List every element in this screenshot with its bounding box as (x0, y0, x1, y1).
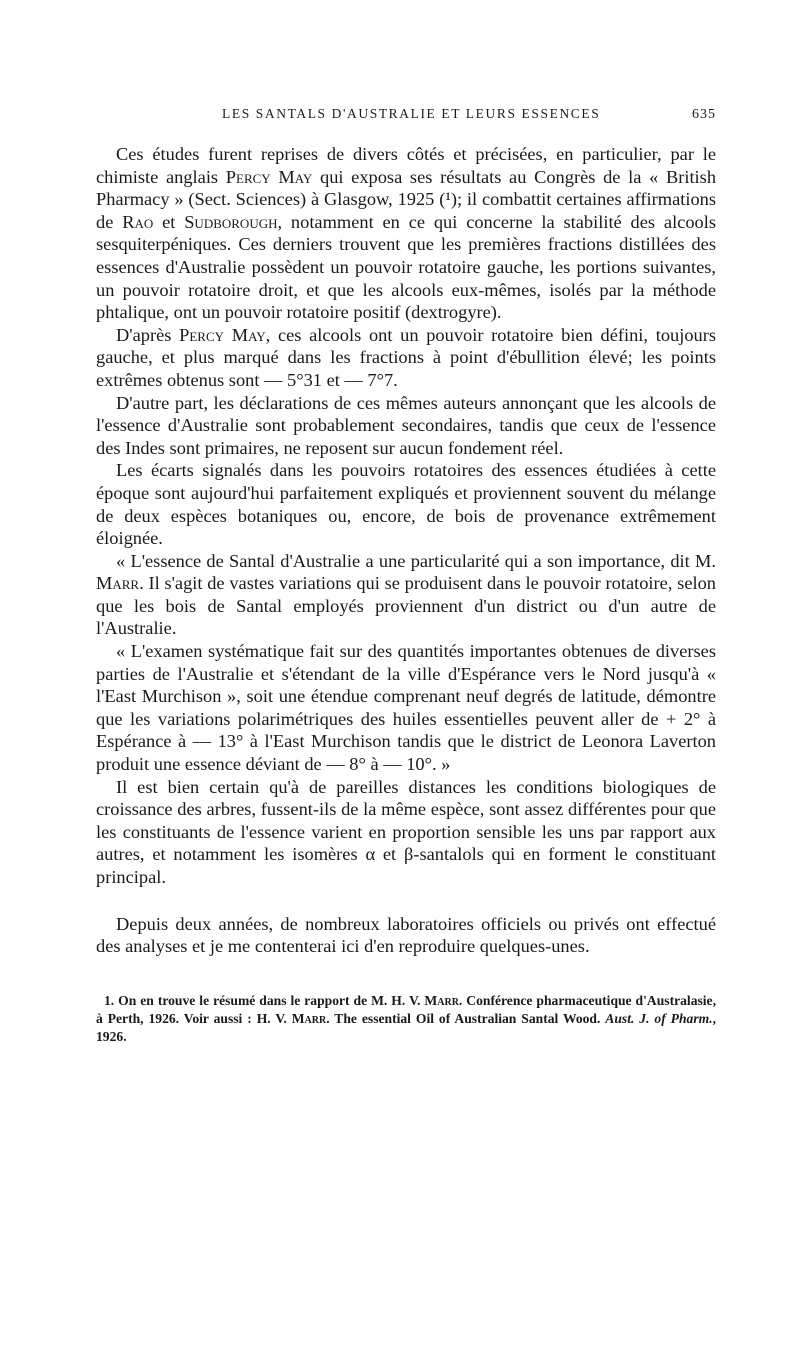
running-title: LES SANTALS D'AUSTRALIE ET LEURS ESSENCES (222, 106, 601, 121)
footnote (96, 992, 716, 1047)
text-run: . Il s'agit de vastes variations qui se produisent dans le pouvoir rotatoire, selon que les bois de Santal employés proviennent d'un district ou d'un autre de l'Australie. (96, 573, 716, 639)
text-run: Ces études furent reprises de divers côtés et précisées, en particulier, par le chimiste anglais (96, 144, 716, 187)
text-run: , notamment en ce qui concerne la stabilité des alcools sesquiterpéniques. Ces derniers trouvent que les premières fractions distillées des essences d'Australie possèdent un pouvoir rotatoire gauche, les portions suivantes, un pouvoir rotatoire droit, et que les alcools eux-mêmes, isolés par la méthode phtalique, ont un pouvoir rotatoire positif (dextrogyre). (96, 211, 716, 323)
footnote-text (96, 992, 716, 1047)
text-run: D'après (116, 324, 180, 345)
author-name: Marr (424, 992, 459, 1008)
body-text (96, 143, 716, 958)
section-gap (96, 889, 716, 913)
paragraph (96, 324, 716, 392)
author-name: Percy May (225, 166, 313, 187)
author-name: Sudborough (184, 211, 278, 232)
text-run: , 1926. (96, 1010, 716, 1045)
text-run: et (153, 211, 185, 232)
paragraph (96, 143, 716, 324)
text-run: . Conférence pharmaceutique d'Australasie, à Perth, 1926. Voir aussi : H. V. (96, 992, 716, 1026)
paragraph: Il est bien certain qu'à de pareilles distances les conditions biologiques de croissance des arbres, fussent-ils de la même espèce, sont assez différentes pour que les constituants de l'essence varient en proportion sensible les uns par rapport aux autres, et notamment les isomères α et β-santalols qui en forment le constituant principal. (96, 776, 716, 887)
journal-title: Aust. J. of Pharm. (605, 1010, 713, 1026)
paragraph: Les écarts signalés dans les pouvoirs rotatoires des essences étudiées à cette époque sont aujourd'hui parfaitement expliqués et proviennent souvent du mélange de deux espèces botaniques ou, encore, de bois de provenance extrêmement éloignée. (96, 460, 716, 549)
paragraph: D'autre part, les déclarations de ces mêmes auteurs annonçant que les alcools de l'essence d'Australie sont probablement secondaires, tandis que ceux de l'essence des Indes sont primaires, ne reposent sur aucun fondement réel. (96, 392, 716, 458)
author-name: Percy May (179, 324, 266, 345)
paragraph (96, 550, 716, 640)
paragraph: Depuis deux années, de nombreux laboratoires officiels ou privés ont effectué des analyses et je me contenterai ici d'en reproduire quelques-unes. (96, 913, 716, 957)
text-run: qui exposa ses résultats au Congrès de la « British Pharmacy » (Sect. Sciences) à Glasgow, 1925 (¹); il combattit certaines affirmations de (96, 166, 717, 232)
paragraph: « L'examen systématique fait sur des quantités importantes obtenues de diverses parties de l'Australie et s'étendant de la ville d'Espérance vers le Nord jusqu'à « l'East Murchison », soit une étendue comprenant neuf degrés de latitude, démontre que les variations polarimétriques des huiles essentielles peuvent aller de + 2° à Espérance à — 13° à l'East Murchison tandis que le district de Leonora Laverton produit une essence déviant de — 8° à — 10°. » (96, 641, 716, 775)
page-number: 635 (692, 107, 716, 122)
page (96, 106, 716, 1046)
running-header (222, 106, 716, 123)
text-run: . The essential Oil of Australian Santal Wood. (326, 1010, 606, 1026)
author-name: Marr (96, 573, 140, 594)
author-name: Marr (291, 1010, 327, 1026)
text-run: « L'essence de Santal d'Australie a une particularité qui a son importance, dit M. (116, 550, 716, 571)
author-name: Rao (122, 211, 154, 232)
text-run: 1. On en trouve le résumé dans le rapport de M. H. V. (104, 992, 425, 1008)
text-run: , ces alcools ont un pouvoir rotatoire bien défini, toujours gauche, et plus marqué dans les fractions à point d'ébullition élevé; les points extrêmes obtenus sont — 5°31 et — 7°7. (96, 324, 716, 390)
